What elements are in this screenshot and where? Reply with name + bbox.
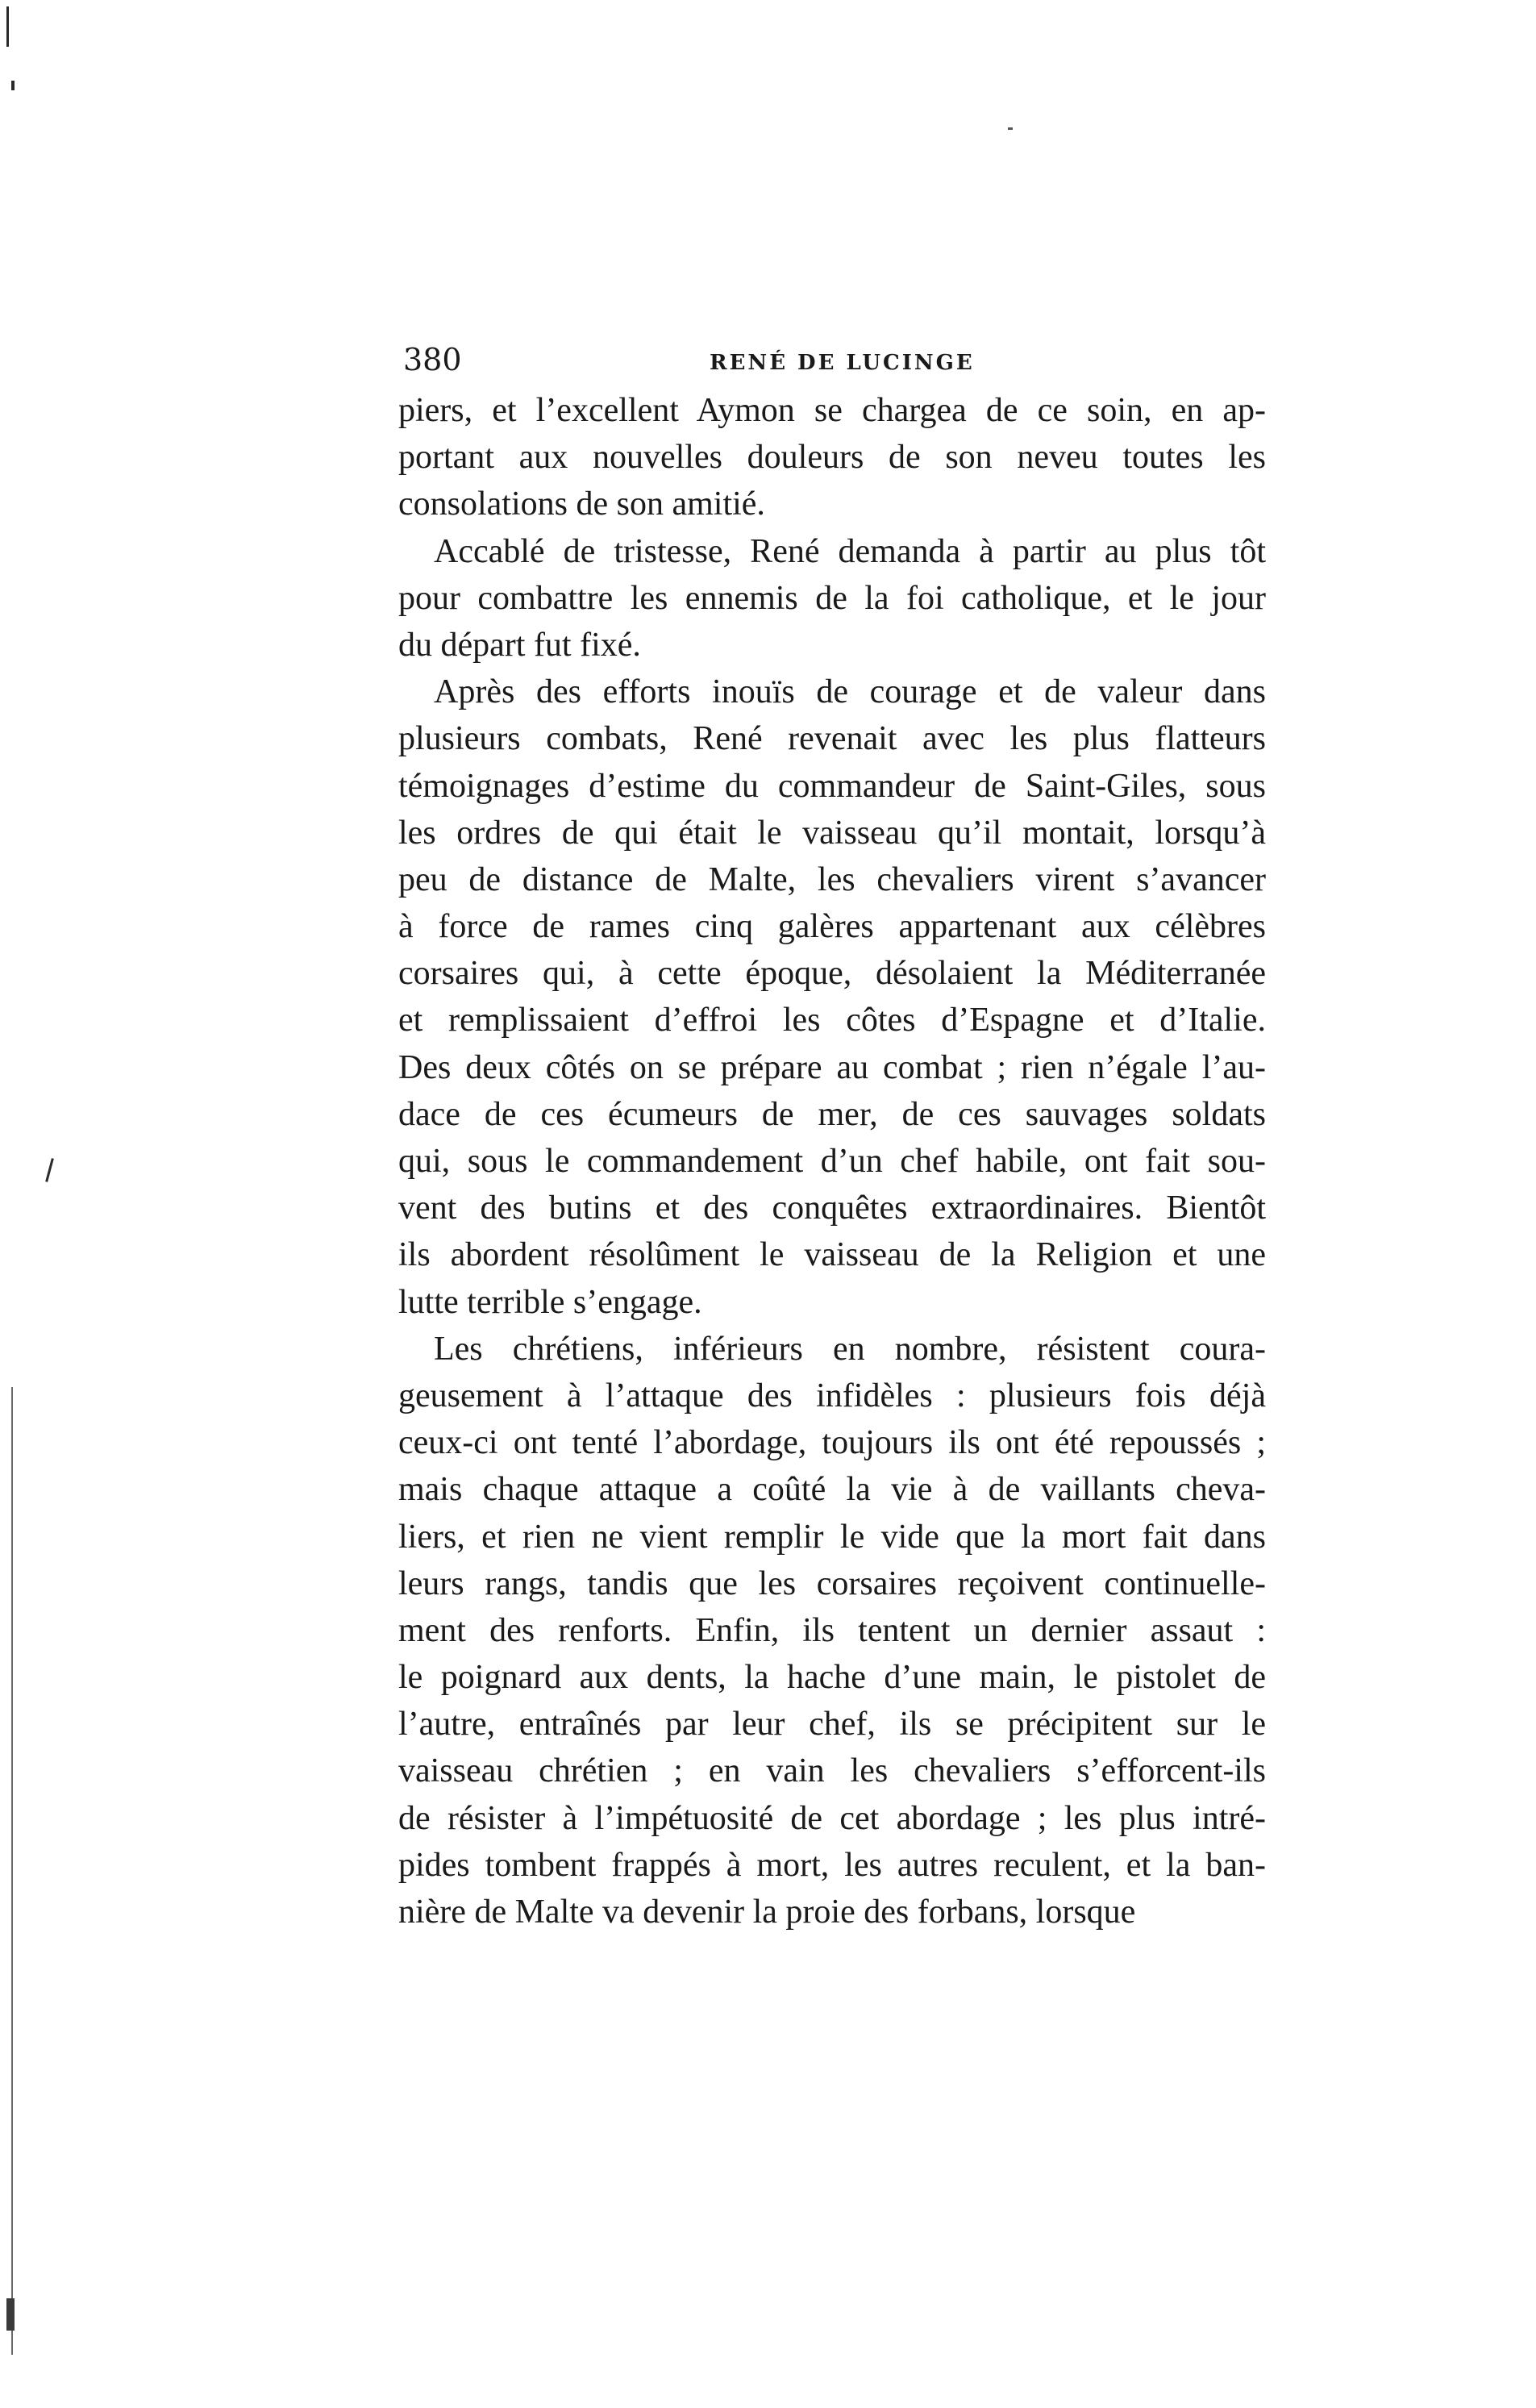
page-number: 380	[403, 342, 462, 377]
margin-scan-mark	[11, 1387, 13, 2355]
text-line: du départ fut fixé.	[398, 626, 641, 664]
text-line: lutte terrible s’engage.	[398, 1283, 702, 1321]
text-line: mais chaque attaque a coûté la vie à de vaillants cheva-	[398, 1471, 1266, 1509]
text-line: consolations de son amitié.	[398, 485, 765, 523]
text-line: l’autre, entraînés par leur chef, ils se précipitent sur le	[398, 1706, 1266, 1744]
text-line: le poignard aux dents, la hache d’une main, le pistolet de	[398, 1659, 1266, 1697]
text-line: les ordres de qui était le vaisseau qu’il montait, lorsqu’à	[398, 814, 1266, 852]
text-line: Des deux côtés on se prépare au combat ; rien n’égale l’au-	[398, 1048, 1266, 1086]
text-line: Après des efforts inouïs de courage et de valeur dans	[434, 673, 1266, 711]
margin-scan-mark	[6, 6, 9, 47]
text-line: vent des butins et des conquêtes extraordinaires. Bientôt	[398, 1189, 1266, 1227]
paragraph	[398, 528, 1266, 669]
text-line: qui, sous le commandement d’un chef habile, ont fait sou-	[398, 1143, 1266, 1180]
text-line: piers, et l’excellent Aymon se chargea de ce soin, en ap-	[398, 392, 1266, 429]
text-line: témoignages d’estime du commandeur de Saint-Giles, sous	[398, 767, 1266, 805]
margin-scan-mark	[45, 1158, 54, 1182]
paragraph	[398, 1326, 1266, 1935]
text-line: ment des renforts. Enfin, ils tentent un dernier assaut :	[398, 1611, 1266, 1649]
text-line: peu de distance de Malte, les chevaliers virent s’avancer	[398, 860, 1266, 898]
text-line: nière de Malte va devenir la proie des forbans, lorsque	[398, 1893, 1136, 1931]
running-head	[403, 337, 1266, 382]
text-line: vaisseau chrétien ; en vain les chevaliers s’efforcent-ils	[398, 1752, 1266, 1790]
text-line: Les chrétiens, inférieurs en nombre, résistent coura-	[434, 1330, 1266, 1368]
text-line: plusieurs combats, René revenait avec les plus flatteurs	[398, 720, 1266, 758]
text-line: et remplissaient d’effroi les côtes d’Espagne et d’Italie.	[398, 1002, 1266, 1039]
text-line: dace de ces écumeurs de mer, de ces sauvages soldats	[398, 1095, 1266, 1133]
margin-scan-mark	[6, 2298, 15, 2331]
margin-scan-mark	[11, 81, 15, 90]
paragraph	[398, 669, 1266, 1326]
text-line: portant aux nouvelles douleurs de son neveu toutes les	[398, 439, 1266, 477]
text-line: leurs rangs, tandis que les corsaires reçoivent continuelle-	[398, 1564, 1266, 1602]
text-line: liers, et rien ne vient remplir le vide que la mort fait dans	[398, 1518, 1266, 1556]
body-text	[398, 387, 1266, 1935]
paragraph	[398, 387, 1266, 528]
text-line: à force de rames cinq galères appartenant aux célèbres	[398, 908, 1266, 946]
margin-scan-mark	[1008, 127, 1013, 130]
text-line: corsaires qui, à cette époque, désolaient la Méditerranée	[398, 955, 1266, 993]
text-line: de résister à l’impétuosité de cet abordage ; les plus intré-	[398, 1799, 1266, 1837]
text-line: pour combattre les ennemis de la foi catholique, et le jour	[398, 579, 1266, 617]
text-line: ils abordent résolûment le vaisseau de la Religion et une	[398, 1236, 1266, 1274]
text-line: geusement à l’attaque des infidèles : plusieurs fois déjà	[398, 1377, 1266, 1414]
text-line: pides tombent frappés à mort, les autres reculent, et la ban-	[398, 1846, 1266, 1884]
running-title: RENÉ DE LUCINGE	[710, 351, 975, 375]
text-line: Accablé de tristesse, René demanda à partir au plus tôt	[434, 532, 1266, 570]
text-line: ceux-ci ont tenté l’abordage, toujours ils ont été repoussés ;	[398, 1424, 1266, 1462]
